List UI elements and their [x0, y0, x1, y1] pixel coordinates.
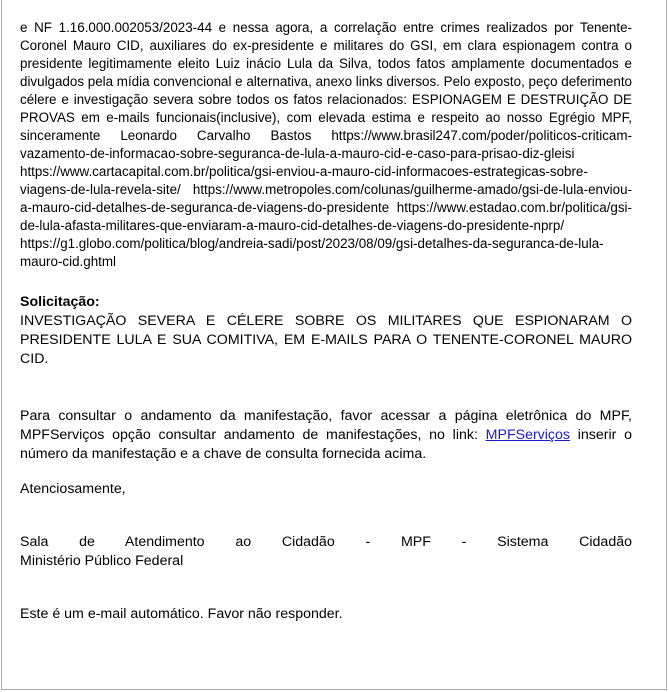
signature-line-1: Sala de Atendimento ao Cidadão - MPF - Sistema Cidadão [20, 534, 632, 550]
signature-line-2: Ministério Público Federal [20, 553, 184, 569]
greeting: Atenciosamente, [20, 481, 126, 497]
consult-paragraph [20, 407, 632, 464]
solicitacao-label: Solicitação: [20, 294, 100, 310]
body-paragraph: e NF 1.16.000.002053/2023-44 e nessa agora, a correlação entre crimes realizados por Tenente-Coronel Mauro CID, auxiliares do ex-presidente e militares do GSI, em clara espionagem contra o presidente legitimamente eleito Luiz inácio Lula da Silva, todos fatos amplamente documentados e divulgados pela mídia convencional e alternativa, anexo links diversos. Pelo exposto, peço deferimento célere e investigação severa sobre todos os fatos relacionados: ESPIONAGEM E DESTRUIÇÃO DE PROVAS em e-mails funcionais(inclusive), com elevada estima e respeito ao nosso Egrégio MPF, sinceramente Leonardo Carvalho Bastos https://www.brasil247.com/poder/politicos-criticam-vazamento-de-informacao-sobre-seguranca-de-lula-a-mauro-cid-e-caso-para-prisao-diz-gleisi https://www.cartacapital.com.br/politica/gsi-enviou-a-mauro-cid-informacoes-estrategicas-sobre-viagens-de-lula-revela-site/ https://www.metropoles.com/colunas/guilherme-amado/gsi-de-lula-enviou-a-mauro-cid-detalhes-de-seguranca-de-viagens-do-presidente https://www.estadao.com.br/politica/gsi-de-lula-afasta-militares-que-enviaram-a-mauro-cid-detalhes-de-viagens-do-presidente-nprp/ https://g1.globo.com/politica/blog/andreia-sadi/post/2023/08/09/gsi-detalhes-da-seguranca-de-lula-mauro-cid.ghtml [20, 20, 632, 269]
signature [20, 533, 632, 571]
auto-notice: Este é um e-mail automático. Favor não responder. [20, 606, 343, 622]
consult-text-before: Para consultar o andamento da manifestação, favor acessar a página eletrônica do MPF, MPFServiços opção consultar andamento de manifestações, no link: [20, 408, 632, 443]
message-body [20, 19, 632, 624]
solicitacao-text: INVESTIGAÇÃO SEVERA E CÉLERE SOBRE OS MILITARES QUE ESPIONARAM O PRESIDENTE LULA E SUA COMITIVA, EM E-MAILS PARA O TENENTE-CORONEL MAURO CID. [20, 313, 632, 367]
mpfservicos-link[interactable]: MPFServiços [485, 427, 571, 443]
consult-text-after: inserir o número da manifestação e a chave de consulta fornecida acima. [20, 427, 633, 462]
